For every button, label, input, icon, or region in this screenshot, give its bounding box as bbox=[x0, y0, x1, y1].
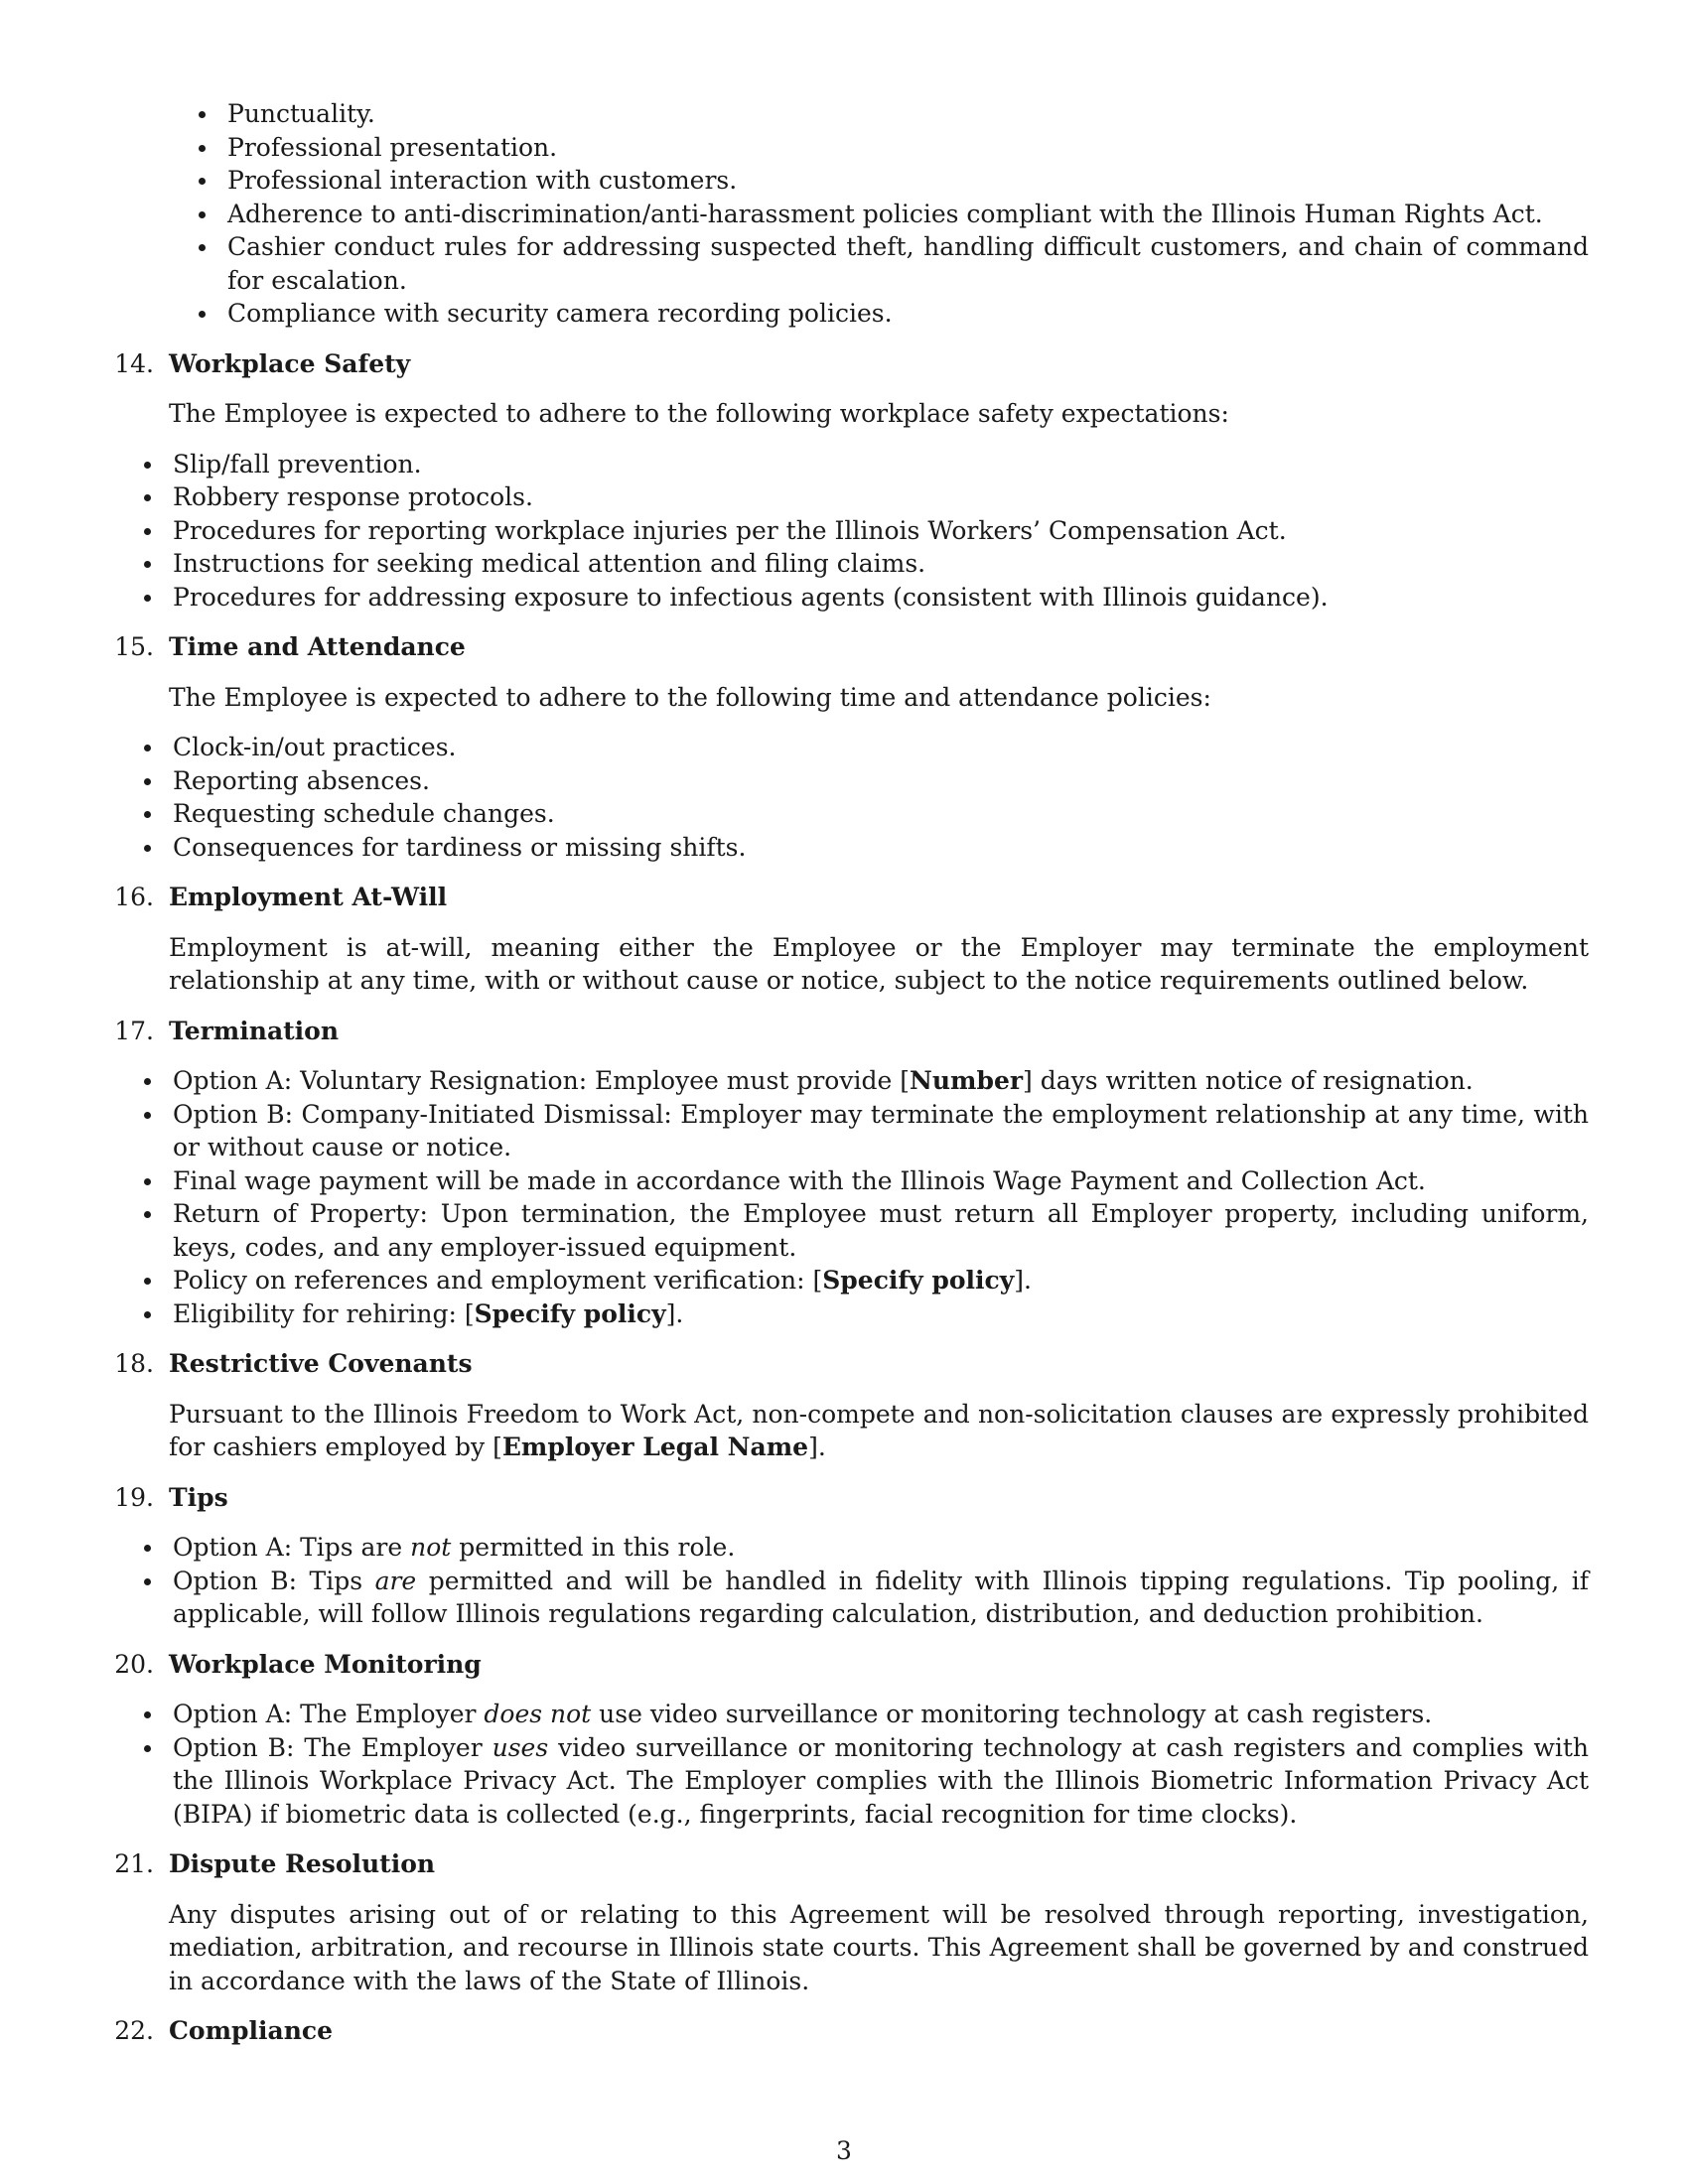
section-bullet-list bbox=[114, 448, 1589, 614]
list-item: Option A: Voluntary Resignation: Employee must provide [Number] days written notice of resignation. bbox=[173, 1064, 1589, 1098]
list-item: Instructions for seeking medical attention and filing claims. bbox=[173, 547, 1589, 581]
list-item bbox=[173, 1731, 1589, 1832]
section-restrictive-covenants bbox=[114, 1347, 1589, 1464]
text-run: Option B: The Employer bbox=[173, 1732, 492, 1762]
list-item: Clock-in/out practices. bbox=[173, 731, 1589, 764]
text-run: use video surveillance or monitoring technology at cash registers. bbox=[591, 1700, 1433, 1728]
text-run: days written notice of resignation. bbox=[1032, 1066, 1474, 1095]
section-title: Time and Attendance bbox=[169, 632, 466, 661]
section-number: 19. bbox=[114, 1482, 154, 1512]
list-item: Reporting absences. bbox=[173, 764, 1589, 798]
emphasis: does not bbox=[484, 1700, 592, 1728]
list-item: Requesting schedule changes. bbox=[173, 797, 1589, 831]
placeholder-field: Specify policy bbox=[822, 1266, 1015, 1295]
section-title: Compliance bbox=[169, 2016, 334, 2045]
section-body: Employment is at-will, meaning either the Employee or the Employer may terminate the employment relationship at any time, with or without cause or notice, subject to the notice requirements outlined below. bbox=[169, 932, 1589, 995]
page-number: 3 bbox=[836, 2136, 852, 2165]
section-workplace-safety bbox=[114, 347, 1589, 614]
list-item: Professional presentation. bbox=[227, 131, 1589, 165]
placeholder-field: Employer Legal Name bbox=[501, 1433, 809, 1461]
list-item: Slip/fall prevention. bbox=[173, 448, 1589, 481]
section-title: Employment At-Will bbox=[169, 883, 448, 911]
section-title: Restrictive Covenants bbox=[169, 1349, 473, 1378]
section-body: Pursuant to the Illinois Freedom to Work Act, non-compete and non-solicitation clauses are expressly prohibited for cashiers employed by [Employer Legal Name]. bbox=[169, 1399, 1589, 1461]
list-item: Adherence to anti-discrimination/anti-harassment policies compliant with the Illinois Human Rights Act. bbox=[227, 198, 1589, 231]
section-dispute-resolution bbox=[114, 1847, 1589, 1997]
section-tips bbox=[114, 1481, 1589, 1631]
text-run: Policy on references and employment verification: bbox=[173, 1266, 813, 1295]
list-item: Return of Property: Upon termination, the Employee must return all Employer property, including uniform, keys, codes, and any employer-issued equipment. bbox=[173, 1197, 1589, 1264]
text-run: Option A: Tips are bbox=[173, 1533, 411, 1562]
section-number: 21. bbox=[114, 1849, 154, 1878]
section-title: Termination bbox=[169, 1016, 340, 1045]
section-body: Any disputes arising out of or relating to this Agreement will be resolved through reporting, investigation, mediation, arbitration, and recourse in Illinois state courts. This Agreement shall be governed by and construed in accordance with the laws of the State of Illinois. bbox=[169, 1899, 1589, 1995]
list-item: Compliance with security camera recording policies. bbox=[227, 297, 1589, 331]
placeholder-field: Number bbox=[910, 1066, 1024, 1095]
section-bullet-list bbox=[114, 1531, 1589, 1631]
section-number: 17. bbox=[114, 1016, 154, 1045]
list-item: Eligibility for rehiring: [Specify policy]. bbox=[173, 1297, 1589, 1331]
list-item bbox=[173, 1531, 1589, 1565]
list-item: Cashier conduct rules for addressing suspected theft, handling difficult customers, and chain of command for escalation. bbox=[227, 230, 1589, 297]
section-workplace-monitoring bbox=[114, 1648, 1589, 1832]
section-number: 22. bbox=[114, 2016, 154, 2045]
section-bullet-list bbox=[114, 1698, 1589, 1831]
section-bullet-list bbox=[114, 1064, 1589, 1330]
emphasis: are bbox=[374, 1566, 417, 1595]
text-run: permitted in this role. bbox=[451, 1533, 736, 1562]
section-title: Workplace Monitoring bbox=[169, 1649, 482, 1679]
section-title: Workplace Safety bbox=[169, 348, 411, 378]
text-run: Option A: The Employer bbox=[173, 1700, 485, 1728]
list-item: Robbery response protocols. bbox=[173, 480, 1589, 514]
list-item: Procedures for addressing exposure to infectious agents (consistent with Illinois guidance). bbox=[173, 581, 1589, 614]
section-intro: The Employee is expected to adhere to the following time and attendance policies: bbox=[169, 682, 1211, 712]
list-item: Professional interaction with customers. bbox=[227, 164, 1589, 198]
list-item bbox=[173, 1698, 1589, 1731]
section-time-and-attendance bbox=[114, 630, 1589, 864]
list-item: Procedures for reporting workplace injuries per the Illinois Workers’ Compensation Act. bbox=[173, 514, 1589, 548]
section-intro: The Employee is expected to adhere to the following workplace safety expectations: bbox=[169, 399, 1229, 428]
section-employment-at-will bbox=[114, 881, 1589, 998]
list-item bbox=[173, 1565, 1589, 1631]
list-item: Final wage payment will be made in accordance with the Illinois Wage Payment and Collection Act. bbox=[173, 1164, 1589, 1198]
text-run: video surveillance or monitoring technology at cash registers and complies with the Illinois Workplace Privacy Act. The Employer complies with the Illinois Biometric Information Privacy Act (BIPA) if biometric data is collected (e.g., fingerprints, facial recognition for time clocks). bbox=[173, 1732, 1589, 1829]
section-title: Dispute Resolution bbox=[169, 1849, 436, 1878]
document-content bbox=[114, 97, 1589, 2048]
section-number: 20. bbox=[114, 1649, 154, 1679]
emphasis: not bbox=[410, 1533, 452, 1562]
text-run: Eligibility for rehiring: bbox=[173, 1298, 465, 1328]
section-title: Tips bbox=[169, 1482, 228, 1512]
section-number: 14. bbox=[114, 348, 154, 378]
text-run: permitted and will be handled in fidelity with Illinois tipping regulations. Tip pooling, if applicable, will follow Illinois regulations regarding calculation, distribution, and deduction prohibition. bbox=[173, 1566, 1589, 1628]
section-number: 16. bbox=[114, 883, 154, 911]
list-item: Punctuality. bbox=[227, 97, 1589, 131]
section-number: 15. bbox=[114, 632, 154, 661]
text-run: Pursuant to the Illinois Freedom to Work Act, non-compete and non-solicitation clauses are expressly prohibited for cashiers employed by bbox=[169, 1399, 1589, 1461]
emphasis: uses bbox=[492, 1732, 549, 1762]
list-item: Policy on references and employment verification: [Specify policy]. bbox=[173, 1264, 1589, 1297]
list-item: Option B: Company-Initiated Dismissal: Employer may terminate the employment relationship at any time, with or without cause or notice. bbox=[173, 1098, 1589, 1164]
conduct-bullet-list bbox=[114, 97, 1589, 331]
text-run: Option B: Tips bbox=[173, 1566, 375, 1595]
text-run: Option A: Voluntary Resignation: Employee must provide bbox=[173, 1066, 901, 1095]
section-number: 18. bbox=[114, 1349, 154, 1378]
section-termination bbox=[114, 1015, 1589, 1331]
placeholder-field: Specify policy bbox=[474, 1298, 666, 1328]
list-item: Consequences for tardiness or missing shifts. bbox=[173, 831, 1589, 865]
section-compliance bbox=[114, 2014, 1589, 2048]
section-bullet-list bbox=[114, 731, 1589, 864]
